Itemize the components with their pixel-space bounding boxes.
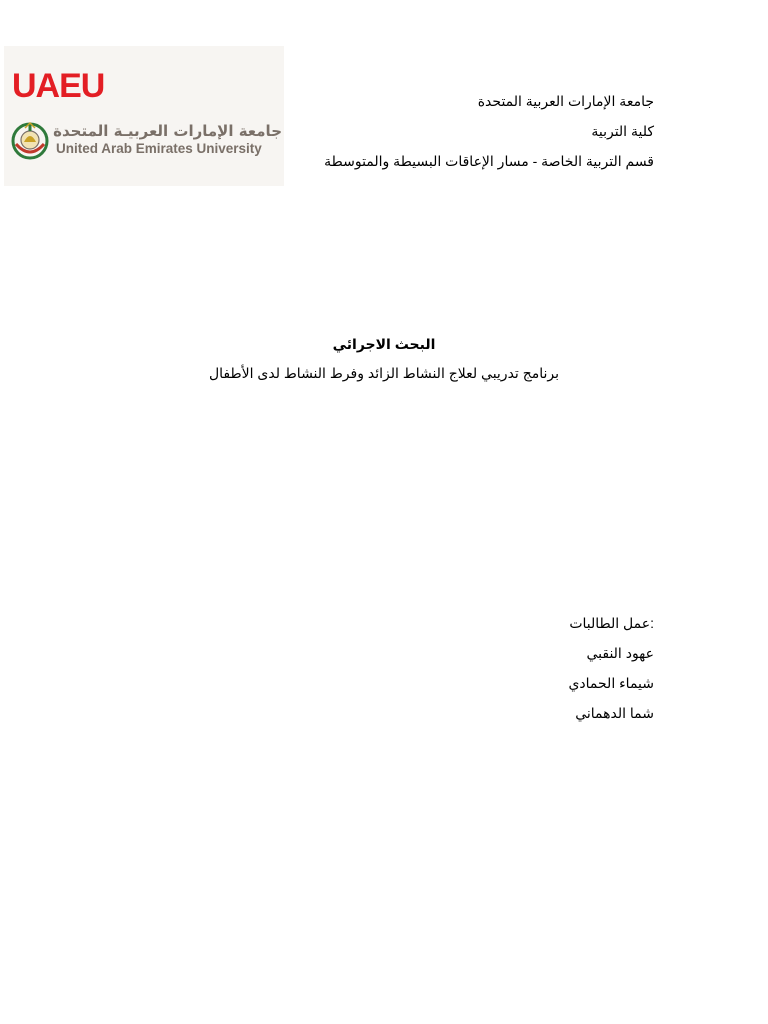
uaeu-emblem-icon	[10, 120, 50, 160]
document-title-block	[0, 334, 768, 383]
department-name: قسم التربية الخاصة - مسار الإعاقات البسيطة والمتوسطة	[324, 153, 654, 169]
student-name: عهود النقبي	[586, 645, 654, 661]
student-name: شيماء الحمادي	[568, 675, 654, 691]
students-list	[568, 608, 654, 728]
document-subtitle: برنامج تدريبي لعلاج النشاط الزائد وفرط النشاط لدى الأطفال	[208, 365, 560, 381]
institution-header	[324, 86, 654, 176]
university-logo	[4, 46, 284, 186]
college-name: كلية التربية	[591, 123, 654, 139]
logo-english-name: United Arab Emirates University	[56, 141, 262, 156]
document-title: البحث الاجرائي	[332, 336, 436, 352]
students-heading: :عمل الطالبات	[569, 615, 654, 631]
university-name: جامعة الإمارات العربية المتحدة	[477, 93, 654, 109]
logo-arabic-name: جامعة الإمارات العربيـة المتحدة	[53, 122, 282, 140]
logo-acronym: UAEU	[12, 67, 105, 105]
student-name: شما الدهماني	[575, 705, 654, 721]
